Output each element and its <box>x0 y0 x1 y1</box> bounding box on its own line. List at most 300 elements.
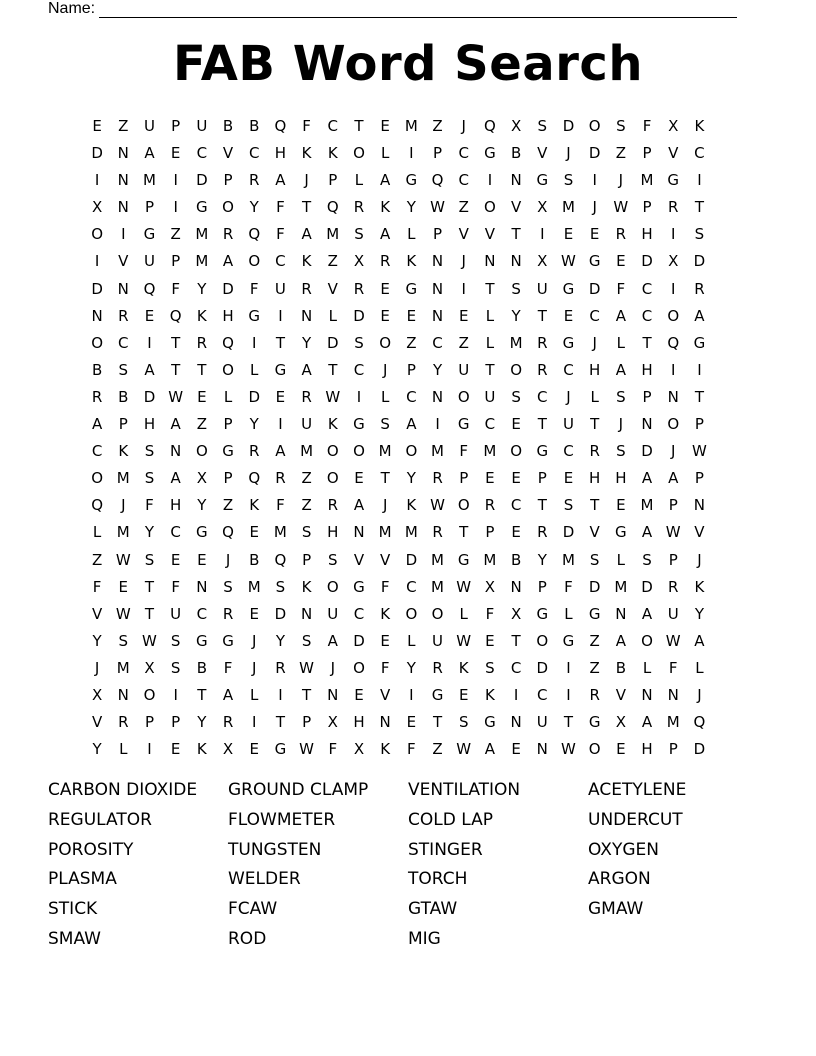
page-title: FAB Word Search <box>173 36 643 92</box>
grid-letter: K <box>380 198 391 217</box>
grid-letter: Y <box>406 658 416 677</box>
grid-letter: T <box>354 117 364 135</box>
grid-letter: W <box>691 442 707 461</box>
grid-letter: D <box>588 577 601 596</box>
grid-letter: M <box>640 496 654 515</box>
grid-letter: G <box>248 306 261 325</box>
grid-letter: V <box>510 198 522 217</box>
grid-letter: S <box>275 577 286 596</box>
grid-letter: W <box>665 631 681 650</box>
grid-letter: S <box>458 713 469 732</box>
grid-letter: Y <box>92 740 102 759</box>
grid-letter: P <box>537 577 547 596</box>
grid-letter: I <box>173 171 178 190</box>
grid-letter: L <box>616 333 626 352</box>
grid-letter: R <box>196 333 208 352</box>
grid-letter: Z <box>327 252 338 271</box>
grid-letter: N <box>693 496 706 515</box>
grid-letter: W <box>613 198 629 217</box>
grid-letter: C <box>353 360 365 379</box>
grid-letter: G <box>588 604 601 623</box>
grid-letter: E <box>197 387 207 406</box>
grid-letter: E <box>511 523 521 542</box>
grid-letter: R <box>327 496 338 515</box>
grid-letter: A <box>615 631 626 650</box>
grid-letter: Z <box>301 496 312 515</box>
grid-letter: F <box>328 740 338 759</box>
grid-letter: V <box>327 279 338 298</box>
grid-letter: M <box>509 333 523 352</box>
grid-letter: G <box>588 252 601 271</box>
grid-letter: S <box>589 550 600 569</box>
grid-letter: N <box>536 740 548 759</box>
grid-letter: F <box>380 577 390 596</box>
grid-letter: I <box>121 225 126 244</box>
grid-letter: O <box>91 333 103 352</box>
grid-letter: A <box>694 631 705 650</box>
grid-letter: W <box>561 252 576 271</box>
grid-letter: M <box>116 523 130 542</box>
grid-letter: Q <box>693 713 706 732</box>
grid-letter: G <box>536 604 549 623</box>
grid-letter: O <box>353 144 365 163</box>
grid-letter: I <box>566 658 571 677</box>
grid-letter: F <box>145 496 154 515</box>
grid-letter: R <box>275 469 286 488</box>
grid-letter: R <box>432 658 443 677</box>
grid-letter: V <box>118 252 129 271</box>
grid-letter: V <box>91 713 103 732</box>
grid-letter: Y <box>511 306 521 325</box>
grid-letter: G <box>143 225 156 244</box>
grid-letter: Y <box>694 604 704 623</box>
grid-letter: Q <box>169 306 182 325</box>
grid-letter: I <box>252 713 257 732</box>
grid-letter: P <box>694 469 704 488</box>
grid-letter: M <box>326 225 340 244</box>
grid-letter: T <box>590 415 600 434</box>
grid-letter: W <box>325 387 341 406</box>
grid-letter: S <box>694 225 705 244</box>
grid-letter: E <box>563 225 574 244</box>
grid-letter: D <box>143 387 156 406</box>
grid-letter: Z <box>615 144 626 163</box>
grid-letter: X <box>484 577 496 596</box>
word-list-item: POROSITY <box>48 839 134 860</box>
grid-letter: M <box>483 550 497 569</box>
grid-letter: S <box>563 496 574 515</box>
grid-letter: T <box>197 685 207 704</box>
grid-letter: O <box>353 658 365 677</box>
grid-letter: J <box>330 658 335 677</box>
grid-letter: P <box>694 415 704 434</box>
grid-letter: J <box>252 631 257 650</box>
grid-letter: Q <box>431 171 444 190</box>
grid-letter: I <box>94 252 100 271</box>
grid-letter: F <box>668 658 678 677</box>
grid-letter: Z <box>432 740 443 759</box>
grid-letter: I <box>252 333 257 352</box>
grid-letter: P <box>171 252 181 271</box>
grid-letter: J <box>592 198 597 217</box>
grid-letter: M <box>431 577 444 596</box>
grid-letter: P <box>668 740 678 759</box>
grid-letter: G <box>431 685 444 704</box>
word-list <box>48 778 768 957</box>
grid-letter: P <box>642 198 652 217</box>
grid-letter: D <box>562 117 575 135</box>
grid-letter: T <box>144 577 155 596</box>
grid-letter: A <box>327 631 338 650</box>
name-field <box>48 0 737 18</box>
grid-letter: I <box>173 685 178 704</box>
grid-letter: A <box>641 469 653 488</box>
grid-letter: O <box>588 117 601 135</box>
grid-letter: T <box>144 604 155 623</box>
grid-letter: E <box>170 144 181 163</box>
grid-letter: E <box>485 469 495 488</box>
grid-letter: G <box>536 171 549 190</box>
grid-letter: N <box>615 604 627 623</box>
grid-letter: O <box>379 333 392 352</box>
grid-letter: D <box>693 252 706 271</box>
grid-letter: A <box>380 171 391 190</box>
grid-letter: K <box>301 577 312 596</box>
grid-letter: I <box>278 685 283 704</box>
grid-letter: T <box>459 523 469 542</box>
grid-letter: A <box>275 442 286 461</box>
grid-letter: U <box>143 252 155 271</box>
grid-letter: R <box>537 333 548 352</box>
grid-letter: Z <box>458 333 469 352</box>
word-list-item: MIG <box>408 928 441 949</box>
grid-letter: S <box>223 577 233 596</box>
grid-letter: U <box>562 415 574 434</box>
grid-letter: Y <box>92 631 102 650</box>
grid-letter: N <box>641 685 653 704</box>
grid-letter: B <box>510 550 522 569</box>
grid-letter: J <box>566 144 571 163</box>
grid-letter: P <box>223 469 233 488</box>
grid-letter: P <box>302 713 312 732</box>
grid-letter: T <box>197 360 207 379</box>
grid-letter: P <box>171 713 181 732</box>
grid-letter: P <box>668 496 678 515</box>
grid-letter: K <box>380 604 391 623</box>
grid-letter: T <box>563 713 574 732</box>
grid-letter: B <box>91 360 103 379</box>
grid-letter: C <box>406 387 417 406</box>
grid-letter: C <box>641 279 653 298</box>
grid-letter: O <box>641 631 653 650</box>
grid-letter: R <box>668 577 679 596</box>
grid-letter: R <box>301 279 312 298</box>
grid-letter: L <box>590 387 599 406</box>
grid-letter: D <box>274 604 287 623</box>
grid-letter: F <box>276 225 285 244</box>
word-list-item: UNDERCUT <box>588 809 683 830</box>
grid-letter: V <box>694 523 705 542</box>
grid-letter: R <box>249 442 260 461</box>
grid-letter: V <box>668 144 679 163</box>
grid-letter: S <box>511 387 521 406</box>
grid-letter: A <box>353 496 365 515</box>
grid-letter: T <box>328 360 338 379</box>
grid-letter: U <box>458 360 470 379</box>
grid-letter: P <box>144 713 154 732</box>
grid-letter: S <box>301 523 312 542</box>
grid-letter: E <box>458 306 469 325</box>
grid-letter: G <box>562 631 575 650</box>
grid-letter: Q <box>222 523 234 542</box>
word-list-item: STICK <box>48 899 98 920</box>
grid-letter: S <box>563 171 574 190</box>
grid-letter: S <box>642 550 652 569</box>
grid-letter: K <box>301 144 312 163</box>
grid-letter: A <box>615 306 626 325</box>
word-list-item: STINGER <box>408 839 483 860</box>
grid-letter: D <box>327 333 339 352</box>
grid-letter: S <box>354 225 364 244</box>
grid-letter: G <box>667 171 680 190</box>
grid-letter: E <box>354 469 364 488</box>
grid-letter: X <box>615 713 626 732</box>
grid-letter: X <box>510 604 522 623</box>
grid-letter: P <box>171 117 181 135</box>
grid-letter: P <box>144 198 154 217</box>
grid-letter: F <box>616 279 626 298</box>
grid-letter: Y <box>197 279 207 298</box>
grid-letter: L <box>407 631 416 650</box>
grid-letter: J <box>697 550 702 569</box>
grid-letter: R <box>432 469 443 488</box>
grid-letter: P <box>118 415 128 434</box>
grid-letter: S <box>144 550 155 569</box>
grid-letter: M <box>561 550 575 569</box>
grid-letter: N <box>667 685 679 704</box>
grid-letter: A <box>170 415 181 434</box>
grid-letter: Q <box>222 333 234 352</box>
grid-letter: B <box>222 117 234 135</box>
grid-letter: E <box>144 306 155 325</box>
grid-letter: A <box>484 740 496 759</box>
grid-letter: Q <box>274 117 287 135</box>
grid-letter: E <box>249 604 259 623</box>
word-list-item: ROD <box>228 928 267 949</box>
grid-letter: L <box>485 306 495 325</box>
grid-letter: Z <box>91 550 103 569</box>
grid-letter: W <box>299 658 315 677</box>
grid-letter: C <box>458 171 469 190</box>
grid-letter: K <box>406 496 417 515</box>
letter-grid <box>84 113 713 763</box>
grid-letter: H <box>589 360 601 379</box>
word-list-item: ARGON <box>588 869 651 890</box>
grid-letter: M <box>300 442 314 461</box>
grid-letter: K <box>196 740 207 759</box>
grid-letter: A <box>301 225 312 244</box>
grid-letter: G <box>484 713 496 732</box>
grid-letter: R <box>249 171 260 190</box>
grid-letter: O <box>510 442 522 461</box>
grid-letter: L <box>92 523 102 542</box>
grid-letter: P <box>642 387 652 406</box>
grid-letter: D <box>405 550 418 569</box>
grid-letter: G <box>353 577 365 596</box>
grid-letter: C <box>196 144 208 163</box>
word-list-item: FCAW <box>228 899 278 920</box>
grid-letter: M <box>116 469 130 488</box>
grid-letter: E <box>616 252 626 271</box>
grid-letter: N <box>484 252 496 271</box>
grid-letter: F <box>564 577 573 596</box>
grid-letter: W <box>456 740 472 759</box>
grid-letter: L <box>380 387 390 406</box>
grid-letter: Y <box>249 198 259 217</box>
grid-letter: C <box>432 333 443 352</box>
grid-letter: R <box>222 225 234 244</box>
grid-letter: D <box>562 523 575 542</box>
grid-letter: O <box>91 225 103 244</box>
grid-letter: X <box>144 658 155 677</box>
grid-letter: S <box>118 360 129 379</box>
grid-letter: E <box>511 740 521 759</box>
grid-letter: R <box>379 252 391 271</box>
grid-letter: G <box>536 442 549 461</box>
grid-letter: B <box>196 658 207 677</box>
grid-letter: I <box>461 279 466 298</box>
grid-letter: G <box>562 279 575 298</box>
grid-letter: E <box>275 387 286 406</box>
grid-letter: U <box>170 604 182 623</box>
grid-letter: U <box>196 117 208 135</box>
grid-letter: T <box>537 496 547 515</box>
grid-letter: Z <box>458 198 469 217</box>
grid-letter: L <box>564 604 573 623</box>
grid-letter: R <box>484 496 496 515</box>
grid-letter: E <box>458 685 469 704</box>
grid-letter: R <box>589 442 600 461</box>
grid-letter: P <box>642 144 652 163</box>
grid-letter: D <box>353 306 365 325</box>
grid-letter: T <box>485 360 495 379</box>
grid-letter: Y <box>144 523 155 542</box>
grid-letter: E <box>616 740 626 759</box>
grid-letter: F <box>459 442 469 461</box>
grid-letter: D <box>91 279 103 298</box>
grid-letter: A <box>170 469 181 488</box>
grid-letter: U <box>301 415 313 434</box>
grid-letter: D <box>353 631 365 650</box>
grid-letter: Z <box>301 469 312 488</box>
grid-letter: Y <box>275 631 285 650</box>
grid-letter: V <box>615 685 626 704</box>
grid-letter: S <box>616 117 626 135</box>
grid-letter: S <box>170 658 181 677</box>
grid-letter: E <box>92 117 102 135</box>
grid-letter: I <box>409 685 414 704</box>
grid-letter: L <box>485 333 495 352</box>
grid-letter: T <box>694 387 704 406</box>
grid-letter: M <box>483 442 497 461</box>
grid-letter: E <box>616 496 626 515</box>
grid-letter: P <box>302 550 312 569</box>
grid-letter: S <box>380 415 390 434</box>
grid-letter: O <box>588 740 601 759</box>
grid-letter: W <box>430 496 445 515</box>
grid-letter: E <box>380 279 390 298</box>
grid-letter: A <box>144 360 155 379</box>
grid-letter: Y <box>432 360 443 379</box>
grid-letter: U <box>432 631 444 650</box>
grid-letter: N <box>353 523 365 542</box>
grid-letter: N <box>667 387 679 406</box>
grid-letter: J <box>121 496 126 515</box>
grid-letter: Y <box>406 198 416 217</box>
word-list-item: GROUND CLAMP <box>228 780 369 800</box>
grid-letter: J <box>618 415 624 434</box>
grid-letter: Q <box>248 225 261 244</box>
grid-letter: Z <box>589 658 600 677</box>
grid-letter: L <box>459 604 468 623</box>
grid-letter: C <box>641 306 653 325</box>
grid-letter: L <box>616 550 626 569</box>
grid-letter: C <box>170 523 181 542</box>
grid-letter: N <box>117 685 129 704</box>
grid-letter: V <box>537 144 548 163</box>
grid-letter: A <box>222 685 234 704</box>
grid-letter: Q <box>326 198 339 217</box>
grid-letter: R <box>589 685 600 704</box>
grid-letter: I <box>566 685 571 704</box>
name-label: Name: <box>48 0 96 17</box>
word-list-item: GTAW <box>408 899 458 920</box>
grid-letter: J <box>618 171 624 190</box>
grid-letter: B <box>118 387 129 406</box>
grid-letter: X <box>353 740 365 759</box>
grid-letter: F <box>171 279 180 298</box>
grid-letter: T <box>485 279 495 298</box>
grid-letter: E <box>380 631 390 650</box>
grid-letter: G <box>457 550 470 569</box>
grid-letter: K <box>406 252 417 271</box>
grid-letter: U <box>274 279 286 298</box>
grid-letter: X <box>537 252 548 271</box>
grid-letter: T <box>642 333 652 352</box>
grid-letter: P <box>459 469 469 488</box>
grid-letter: Q <box>91 496 103 515</box>
grid-letter: R <box>118 306 129 325</box>
word-list-item: ACETYLENE <box>588 780 687 800</box>
grid-letter: D <box>91 144 103 163</box>
word-list-item: TORCH <box>408 869 468 890</box>
grid-letter: R <box>537 360 548 379</box>
grid-letter: L <box>250 685 259 704</box>
grid-letter: H <box>143 415 156 434</box>
grid-letter: O <box>457 387 470 406</box>
grid-letter: B <box>249 550 260 569</box>
grid-letter: M <box>273 523 287 542</box>
grid-letter: X <box>327 713 338 732</box>
grid-letter: C <box>196 604 208 623</box>
grid-letter: S <box>144 469 155 488</box>
grid-letter: O <box>667 415 680 434</box>
grid-letter: N <box>300 306 313 325</box>
grid-letter: S <box>354 333 364 352</box>
grid-letter: I <box>278 306 283 325</box>
grid-letter: J <box>461 117 466 135</box>
grid-letter: I <box>671 360 676 379</box>
